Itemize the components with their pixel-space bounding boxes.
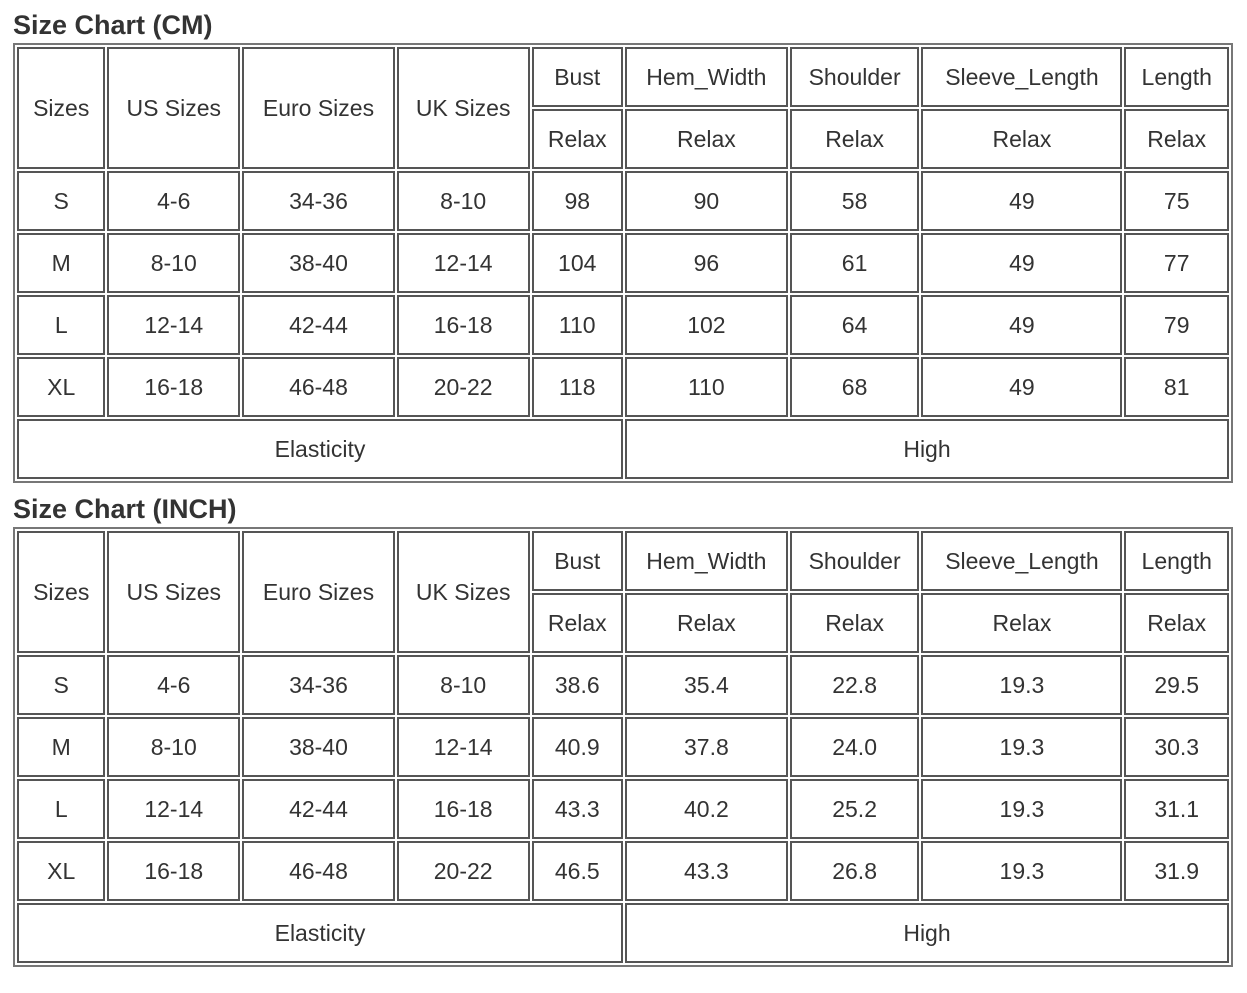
cell-hem-width: 90: [625, 171, 788, 231]
cell-length: 31.1: [1124, 779, 1229, 839]
cell-euro-size: 42-44: [242, 295, 395, 355]
cell-length: 81: [1124, 357, 1229, 417]
cell-sleeve-length: 19.3: [921, 779, 1122, 839]
cell-size: L: [17, 295, 105, 355]
cell-hem-width: 102: [625, 295, 788, 355]
table-row: [17, 357, 1229, 417]
cell-sleeve-length: 49: [921, 171, 1122, 231]
cell-sleeve-length: 19.3: [921, 717, 1122, 777]
cell-us-size: 12-14: [107, 295, 240, 355]
fit-length: Relax: [1124, 593, 1229, 653]
size-chart-inch-table: [13, 527, 1233, 967]
cell-size: XL: [17, 841, 105, 901]
cell-shoulder: 64: [790, 295, 920, 355]
cell-bust: 38.6: [532, 655, 623, 715]
header-row: [17, 531, 1229, 591]
cell-hem-width: 43.3: [625, 841, 788, 901]
cell-uk-size: 8-10: [397, 655, 530, 715]
cell-euro-size: 42-44: [242, 779, 395, 839]
cell-uk-size: 16-18: [397, 779, 530, 839]
header-shoulder: Shoulder: [790, 47, 920, 107]
cell-sleeve-length: 49: [921, 233, 1122, 293]
header-uk-sizes: UK Sizes: [397, 47, 530, 169]
cell-bust: 104: [532, 233, 623, 293]
cell-sleeve-length: 19.3: [921, 655, 1122, 715]
cell-euro-size: 34-36: [242, 171, 395, 231]
cell-shoulder: 58: [790, 171, 920, 231]
table-row: [17, 655, 1229, 715]
cell-euro-size: 46-48: [242, 841, 395, 901]
cell-sleeve-length: 49: [921, 295, 1122, 355]
cell-bust: 43.3: [532, 779, 623, 839]
header-sleeve-length: Sleeve_Length: [921, 531, 1122, 591]
cell-us-size: 4-6: [107, 655, 240, 715]
cell-euro-size: 46-48: [242, 357, 395, 417]
cell-us-size: 16-18: [107, 841, 240, 901]
cell-euro-size: 34-36: [242, 655, 395, 715]
cell-bust: 110: [532, 295, 623, 355]
cell-hem-width: 37.8: [625, 717, 788, 777]
footer-row: [17, 903, 1229, 963]
cell-uk-size: 12-14: [397, 717, 530, 777]
header-sizes: Sizes: [17, 47, 105, 169]
table-row: [17, 717, 1229, 777]
cell-us-size: 8-10: [107, 233, 240, 293]
elasticity-label: Elasticity: [17, 903, 623, 963]
cell-size: S: [17, 655, 105, 715]
cell-uk-size: 16-18: [397, 295, 530, 355]
header-sleeve-length: Sleeve_Length: [921, 47, 1122, 107]
fit-hem-width: Relax: [625, 109, 788, 169]
header-length: Length: [1124, 531, 1229, 591]
table-row: [17, 841, 1229, 901]
cell-bust: 46.5: [532, 841, 623, 901]
cell-hem-width: 96: [625, 233, 788, 293]
table-row: [17, 233, 1229, 293]
cell-size: L: [17, 779, 105, 839]
cell-uk-size: 20-22: [397, 357, 530, 417]
cell-hem-width: 35.4: [625, 655, 788, 715]
cell-sleeve-length: 19.3: [921, 841, 1122, 901]
cell-uk-size: 12-14: [397, 233, 530, 293]
cell-uk-size: 8-10: [397, 171, 530, 231]
fit-bust: Relax: [532, 593, 623, 653]
header-us-sizes: US Sizes: [107, 47, 240, 169]
fit-shoulder: Relax: [790, 593, 920, 653]
cell-us-size: 8-10: [107, 717, 240, 777]
size-chart-cm-table: [13, 43, 1233, 483]
cell-euro-size: 38-40: [242, 717, 395, 777]
cell-shoulder: 26.8: [790, 841, 920, 901]
cell-bust: 118: [532, 357, 623, 417]
cell-sleeve-length: 49: [921, 357, 1122, 417]
header-hem-width: Hem_Width: [625, 531, 788, 591]
cell-length: 29.5: [1124, 655, 1229, 715]
elasticity-value: High: [625, 419, 1229, 479]
fit-sleeve-length: Relax: [921, 593, 1122, 653]
fit-length: Relax: [1124, 109, 1229, 169]
cell-us-size: 16-18: [107, 357, 240, 417]
cell-length: 30.3: [1124, 717, 1229, 777]
header-row: [17, 47, 1229, 107]
cell-size: M: [17, 717, 105, 777]
cell-us-size: 12-14: [107, 779, 240, 839]
header-shoulder: Shoulder: [790, 531, 920, 591]
table-row: [17, 295, 1229, 355]
fit-hem-width: Relax: [625, 593, 788, 653]
cell-shoulder: 68: [790, 357, 920, 417]
fit-shoulder: Relax: [790, 109, 920, 169]
header-euro-sizes: Euro Sizes: [242, 531, 395, 653]
header-hem-width: Hem_Width: [625, 47, 788, 107]
header-us-sizes: US Sizes: [107, 531, 240, 653]
size-chart-cm-title: Size Chart (CM): [13, 10, 213, 40]
cell-bust: 98: [532, 171, 623, 231]
size-chart-inch-title: Size Chart (INCH): [13, 494, 237, 524]
cell-uk-size: 20-22: [397, 841, 530, 901]
cell-length: 77: [1124, 233, 1229, 293]
header-bust: Bust: [532, 47, 623, 107]
cell-length: 31.9: [1124, 841, 1229, 901]
table-row: [17, 779, 1229, 839]
cell-euro-size: 38-40: [242, 233, 395, 293]
header-bust: Bust: [532, 531, 623, 591]
cell-size: M: [17, 233, 105, 293]
cell-bust: 40.9: [532, 717, 623, 777]
footer-row: [17, 419, 1229, 479]
elasticity-label: Elasticity: [17, 419, 623, 479]
header-uk-sizes: UK Sizes: [397, 531, 530, 653]
cell-us-size: 4-6: [107, 171, 240, 231]
table-row: [17, 171, 1229, 231]
header-length: Length: [1124, 47, 1229, 107]
cell-hem-width: 110: [625, 357, 788, 417]
cell-size: XL: [17, 357, 105, 417]
cell-length: 75: [1124, 171, 1229, 231]
cell-shoulder: 61: [790, 233, 920, 293]
cell-shoulder: 22.8: [790, 655, 920, 715]
cell-shoulder: 24.0: [790, 717, 920, 777]
elasticity-value: High: [625, 903, 1229, 963]
cell-shoulder: 25.2: [790, 779, 920, 839]
cell-length: 79: [1124, 295, 1229, 355]
cell-hem-width: 40.2: [625, 779, 788, 839]
header-euro-sizes: Euro Sizes: [242, 47, 395, 169]
header-sizes: Sizes: [17, 531, 105, 653]
cell-size: S: [17, 171, 105, 231]
fit-sleeve-length: Relax: [921, 109, 1122, 169]
fit-bust: Relax: [532, 109, 623, 169]
